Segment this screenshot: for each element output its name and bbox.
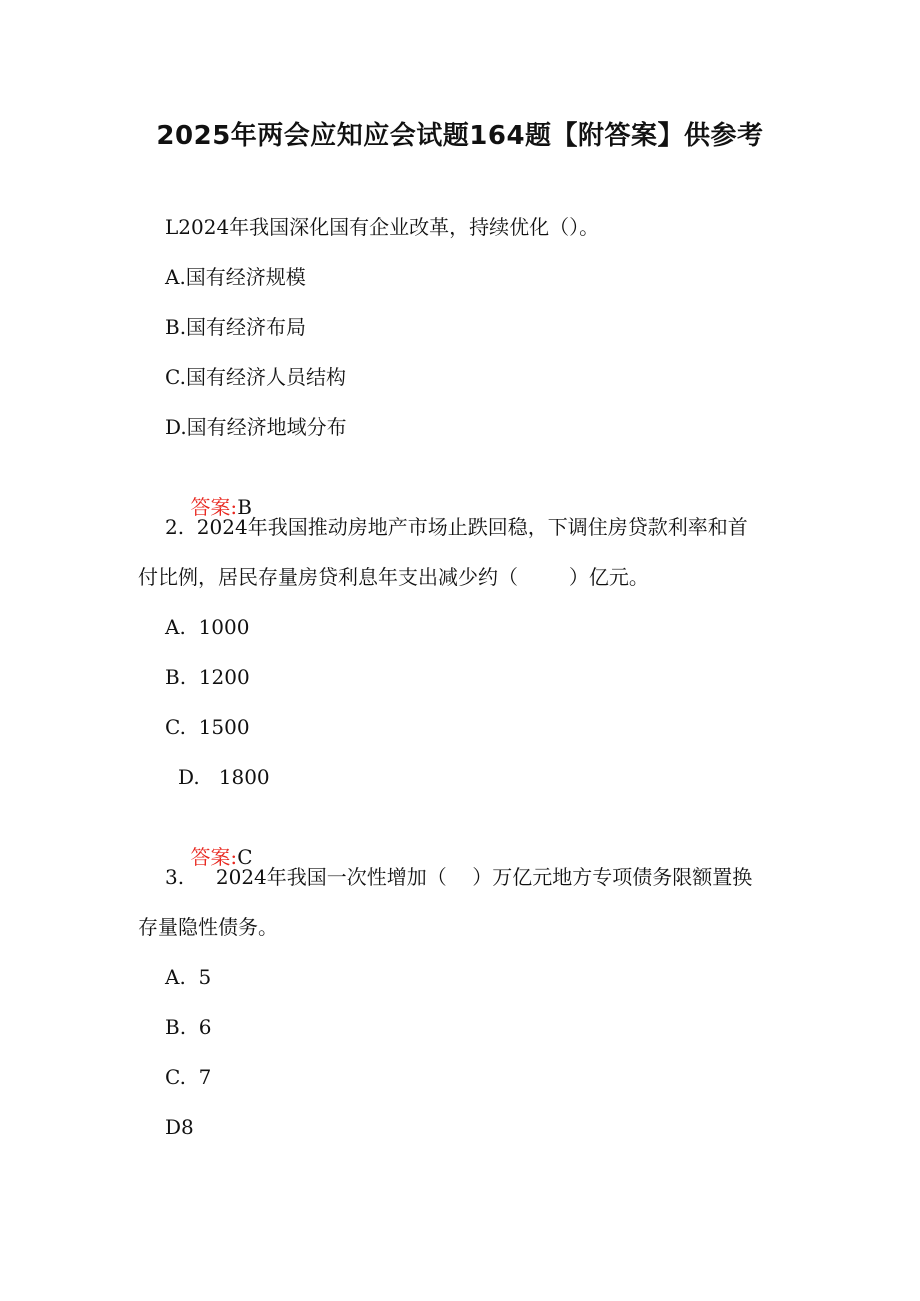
answer-label: 答案: (190, 495, 238, 519)
answer-label: 答案: (190, 845, 238, 869)
answer-value: B (237, 495, 252, 519)
question-3-option-a: A. 5 (165, 965, 212, 989)
question-2-option-a: A. 1000 (165, 615, 250, 639)
question-2-option-d: D. 1800 (178, 765, 270, 789)
question-3-stem-line-1: 3. 2024年我国一次性增加（ ）万亿元地方专项债务限额置换 (165, 865, 753, 889)
question-1-option-b: B.国有经济布局 (165, 315, 307, 339)
question-3-option-b: B. 6 (165, 1015, 212, 1039)
question-3-option-c: C. 7 (165, 1065, 212, 1089)
question-1-option-c: C.国有经济人员结构 (165, 365, 346, 389)
question-1-stem: L2024年我国深化国有企业改革，持续优化（）。 (165, 215, 600, 239)
question-3-option-d: D8 (165, 1115, 194, 1139)
question-2-stem-line-1: 2. 2024年我国推动房地产市场止跌回稳，下调住房贷款利率和首 (165, 515, 748, 539)
question-3-stem-line-2: 存量隐性债务。 (138, 915, 278, 939)
question-2-stem-line-2: 付比例，居民存量房贷利息年支出减少约（ ）亿元。 (138, 565, 649, 589)
question-1-option-a: A.国有经济规模 (165, 265, 306, 289)
answer-value: C (237, 845, 253, 869)
question-2-option-b: B. 1200 (165, 665, 250, 689)
question-2-option-c: C. 1500 (165, 715, 250, 739)
document-title: 2025年两会应知应会试题164题【附答案】供参考 (156, 121, 764, 151)
question-1-option-d: D.国有经济地域分布 (165, 415, 347, 439)
